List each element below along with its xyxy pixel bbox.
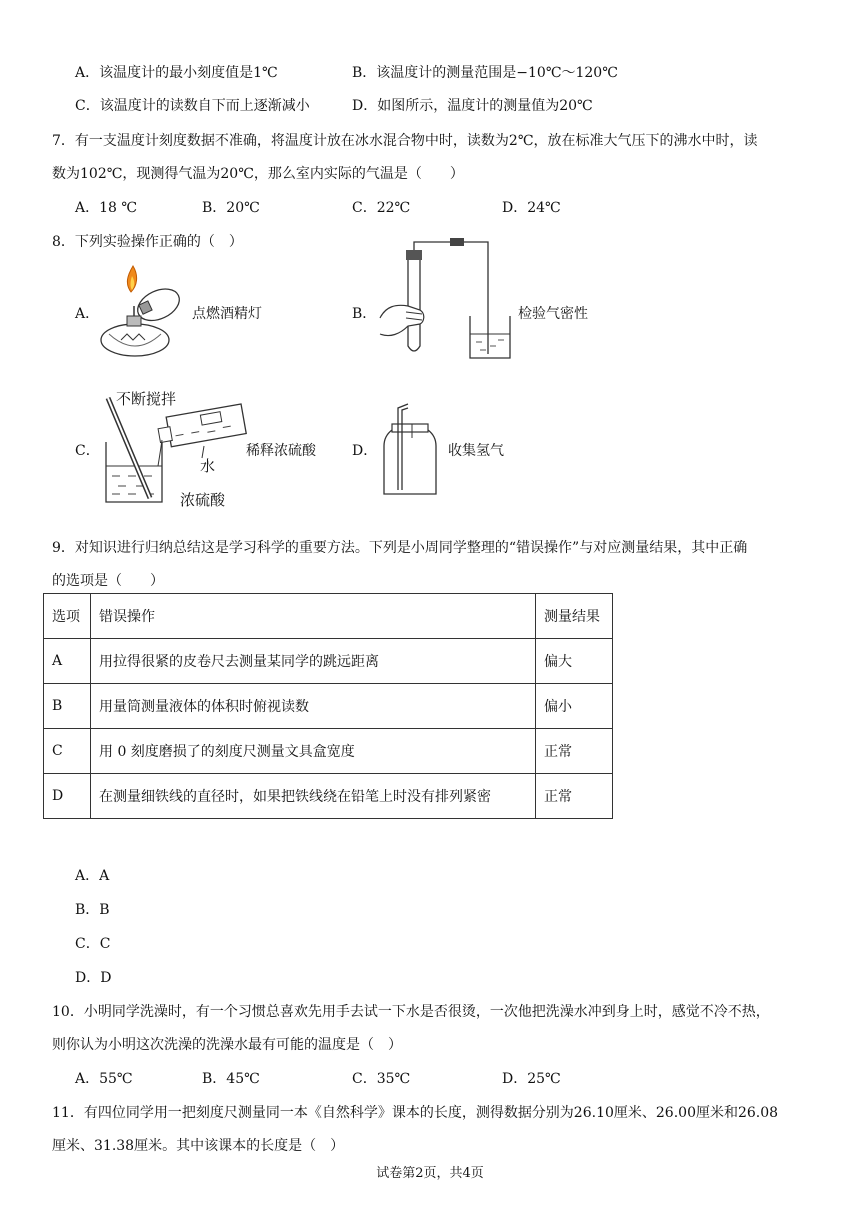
airtightness-check-figure <box>376 234 512 362</box>
q10-stem-line1: 10．小明同学洗澡时，有一个习惯总喜欢先用手去试一下水是否很烫，一次他把洗澡水冲到身上时，感觉不冷不热， <box>52 1004 770 1020</box>
q6-option-b: B．该温度计的测量范围是−10℃～120℃ <box>352 65 618 81</box>
q8-option-b-letter: B． <box>352 306 377 322</box>
q8-stem: 8．下列实验操作正确的（ ） <box>52 234 243 250</box>
table-cell: A <box>44 639 91 684</box>
table-cell: 在测量细铁线的直径时，如果把铁线绕在铅笔上时没有排列紧密 <box>91 774 536 819</box>
q9-option-c: C．C <box>75 936 111 952</box>
lighting-alcohol-lamp-figure <box>95 262 191 360</box>
q9-option-d: D．D <box>75 970 112 986</box>
table-header-cell: 选项 <box>44 594 91 639</box>
q9-table <box>43 593 613 819</box>
table-cell: 正常 <box>536 729 613 774</box>
q9-option-b: B．B <box>75 902 110 918</box>
q8-option-d-label: 收集氢气 <box>448 443 504 459</box>
q11-stem-line2: 厘米、31.38厘米。其中该课本的长度是（ ） <box>52 1138 345 1154</box>
q6-option-d: D．如图所示，温度计的测量值为20℃ <box>352 98 593 114</box>
q8-option-a-letter: A． <box>75 306 100 322</box>
q6-option-c: C．该温度计的读数自下而上逐渐减小 <box>75 98 310 114</box>
q8-fig-water-label: 水 <box>200 457 216 475</box>
q7-stem-line1: 7．有一支温度计刻度数据不准确，将温度计放在冰水混合物中时，读数为2℃，放在标准大气压下的沸水中时，读 <box>52 133 758 149</box>
table-cell: B <box>44 684 91 729</box>
q10-option-c: C．35℃ <box>352 1071 411 1087</box>
q10-option-d: D．25℃ <box>502 1071 561 1087</box>
q8-option-a-label: 点燃酒精灯 <box>192 306 262 322</box>
q7-option-b: B．20℃ <box>202 200 260 216</box>
q7-stem-line2: 数为102℃，现测得气温为20℃，那么室内实际的气温是（ ） <box>52 166 464 182</box>
q7-option-a: A．18 ℃ <box>75 200 138 216</box>
q9-stem-line1: 9．对知识进行归纳总结这是学习科学的重要方法。下列是小周同学整理的“错误操作”与对应测量结果，其中正确 <box>52 540 748 556</box>
table-cell: C <box>44 729 91 774</box>
table-header-cell: 测量结果 <box>536 594 613 639</box>
table-cell: D <box>44 774 91 819</box>
q8-option-c-letter: C． <box>75 443 100 459</box>
q8-fig-acid-label: 浓硫酸 <box>180 491 226 509</box>
q8-option-c-label: 稀释浓硫酸 <box>246 443 316 459</box>
table-cell: 偏小 <box>536 684 613 729</box>
q8-fig-stir-label: 不断搅拌 <box>116 390 177 408</box>
q8-option-d-letter: D． <box>352 443 378 459</box>
page-footer: 试卷第2页，共4页 <box>376 1166 484 1181</box>
q8-option-b-label: 检验气密性 <box>518 306 588 322</box>
table-cell: 正常 <box>536 774 613 819</box>
q9-option-a: A．A <box>75 868 110 884</box>
q7-option-d: D．24℃ <box>502 200 561 216</box>
table-cell: 用 0 刻度磨损了的刻度尺测量文具盒宽度 <box>91 729 536 774</box>
table-header-row <box>44 594 613 639</box>
table-row <box>44 774 613 819</box>
table-row <box>44 684 613 729</box>
collecting-hydrogen-figure <box>380 400 444 498</box>
q9-stem-line2: 的选项是（ ） <box>52 573 164 589</box>
table-cell: 偏大 <box>536 639 613 684</box>
q7-option-c: C．22℃ <box>352 200 411 216</box>
table-row <box>44 729 613 774</box>
q10-option-b: B．45℃ <box>202 1071 260 1087</box>
q10-stem-line2: 则你认为小明这次洗澡的洗澡水最有可能的温度是（ ） <box>52 1037 402 1053</box>
q11-stem-line1: 11．有四位同学用一把刻度尺测量同一本《自然科学》课本的长度，测得数据分别为26.10厘米、26.00厘米和26.08 <box>52 1105 779 1121</box>
table-row <box>44 639 613 684</box>
table-cell: 用量筒测量液体的体积时俯视读数 <box>91 684 536 729</box>
table-cell: 用拉得很紧的皮卷尺去测量某同学的跳远距离 <box>91 639 536 684</box>
q6-option-a: A．该温度计的最小刻度值是1℃ <box>75 65 278 81</box>
table-header-cell: 错误操作 <box>91 594 536 639</box>
q10-option-a: A．55℃ <box>75 1071 133 1087</box>
